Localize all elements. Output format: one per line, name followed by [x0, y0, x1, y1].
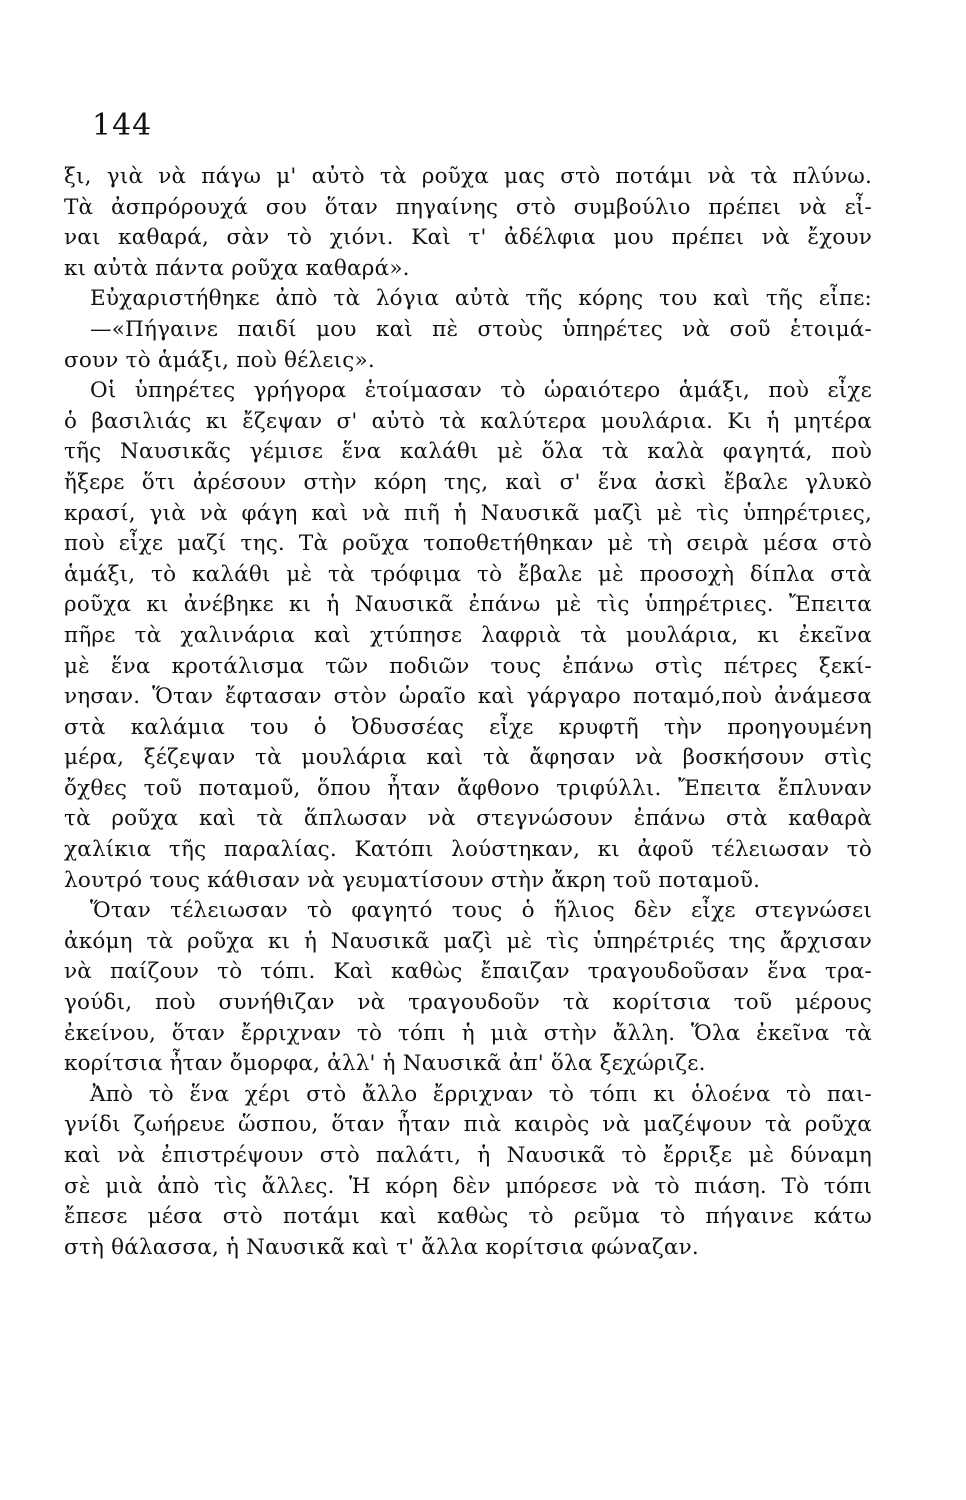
text-line: μὲ ἕνα κροτάλισμα τῶν ποδιῶν τους ἐπάνω στὶς πέτρες ξεκί- [64, 653, 872, 679]
text-line: χαλίκια τῆς παραλίας. Κατόπι λούστηκαν, κι ἀφοῦ τέλειωσαν τὸ [64, 837, 872, 863]
text-line: νησαν. Ὅταν ἔφτασαν στὸν ὡραῖο καὶ γάργαρο ποταμό,ποὺ ἀνάμεσα [64, 684, 872, 710]
text-line: τῆς Ναυσικᾶς γέμισε ἕνα καλάθι μὲ ὅλα τὰ καλὰ φαγητά, ποὺ [64, 439, 872, 465]
text-line: —«Πήγαινε παιδί μου καὶ πὲ στοὺς ὑπηρέτες νὰ σοῦ ἑτοιμά- [90, 316, 872, 342]
text-line: ἤξερε ὅτι ἀρέσουν στὴν κόρη της, καὶ σ' ἕνα ἀσκὶ ἔβαλε γλυκὸ [64, 469, 872, 495]
text-line: κι αὐτὰ πάντα ροῦχα καθαρά». [64, 255, 410, 281]
text-line: καὶ νὰ ἐπιστρέψουν στὸ παλάτι, ἡ Ναυσικᾶ τὸ ἔρριξε μὲ δύναμη [64, 1143, 872, 1168]
text-line: Τὰ ἀσπρόρουχά σου ὅταν πηγαίνης στὸ συμβούλιο πρέπει νὰ εἶ- [64, 194, 872, 220]
text-line: ἔπεσε μέσα στὸ ποτάμι καὶ καθὼς τὸ ρεῦμα τὸ πήγαινε κάτω [64, 1204, 872, 1230]
text-line: ποὺ εἶχε μαζί της. Τὰ ροῦχα τοποθετήθηκαν μὲ τὴ σειρὰ μέσα στὸ [64, 531, 872, 557]
text-line: κορίτσια ἦταν ὄμορφα, ἀλλ' ἡ Ναυσικᾶ ἀπ' ὅλα ξεχώριζε. [64, 1051, 706, 1077]
text-line: ὄχθες τοῦ ποταμοῦ, ὅπου ἦταν ἄφθονο τριφύλλι. Ἔπειτα ἔπλυναν [64, 775, 872, 801]
text-line: ἀκόμη τὰ ροῦχα κι ἡ Ναυσικᾶ μαζὶ μὲ τὶς ὑπηρέτριές της ἄρχισαν [64, 928, 872, 954]
text-line: στὰ καλάμια του ὁ Ὀδυσσέας εἶχε κρυφτῆ τὴν προηγουμένη [64, 714, 872, 740]
body-text [64, 162, 872, 1263]
text-line: ἐκείνου, ὅταν ἔρριχναν τὸ τόπι ἡ μιὰ στὴν ἄλλη. Ὅλα ἐκεῖνα τὰ [64, 1020, 872, 1046]
text-line: στὴ θάλασσα, ἡ Ναυσικᾶ καὶ τ' ἄλλα κορίτσια φώναζαν. [64, 1234, 699, 1260]
text-line: Ὅταν τέλειωσαν τὸ φαγητό τους ὁ ἥλιος δὲν εἶχε στεγνώσει [90, 898, 872, 924]
text-line: κρασί, γιὰ νὰ φάγη καὶ νὰ πιῆ ἡ Ναυσικᾶ μαζὶ μὲ τὶς ὑπηρέτριες, [64, 500, 872, 526]
text-line: ναι καθαρά, σὰν τὸ χιόνι. Καὶ τ' ἀδέλφια μου πρέπει νὰ ἔχουν [64, 225, 872, 251]
text-line: τὰ ροῦχα καὶ τὰ ἅπλωσαν νὰ στεγνώσουν ἐπάνω στὰ καθαρὰ [64, 806, 872, 832]
text-line: σουν τὸ ἁμάξι, ποὺ θέλεις». [64, 347, 375, 373]
text-line: Οἱ ὑπηρέτες γρήγορα ἑτοίμασαν τὸ ὡραιότερο ἁμάξι, ποὺ εἶχε [90, 378, 872, 404]
text-line: γνίδι ζωήρευε ὥσπου, ὅταν ἦταν πιὰ καιρὸς νὰ μαζέψουν τὰ ροῦχα [64, 1112, 872, 1138]
text-line: σὲ μιὰ ἀπὸ τὶς ἄλλες. Ἡ κόρη δὲν μπόρεσε νὰ τὸ πιάση. Τὸ τόπι [64, 1173, 872, 1199]
text-line: ξι, γιὰ νὰ πάγω μ' αὐτὸ τὰ ροῦχα μας στὸ ποτάμι νὰ τὰ πλύνω. [64, 164, 872, 189]
text-line: πῆρε τὰ χαλινάρια καὶ χτύπησε λαφριὰ τὰ μουλάρια, κι ἐκεῖνα [64, 622, 872, 648]
page-number: 144 [92, 108, 153, 143]
text-line: λουτρό τους κάθισαν νὰ γευματίσουν στὴν ἄκρη τοῦ ποταμοῦ. [64, 867, 761, 893]
text-line: μέρα, ξέζεψαν τὰ μουλάρια καὶ τὰ ἄφησαν νὰ βοσκήσουν στὶς [64, 745, 872, 771]
text-line: γούδι, ποὺ συνήθιζαν νὰ τραγουδοῦν τὰ κορίτσια τοῦ μέρους [64, 990, 872, 1016]
text-line: νὰ παίζουν τὸ τόπι. Καὶ καθὼς ἔπαιζαν τραγουδοῦσαν ἕνα τρα- [64, 959, 872, 985]
text-line: ἁμάξι, τὸ καλάθι μὲ τὰ τρόφιμα τὸ ἔβαλε μὲ προσοχὴ δίπλα στὰ [64, 561, 872, 587]
text-line: ροῦχα κι ἀνέβηκε κι ἡ Ναυσικᾶ ἐπάνω μὲ τὶς ὑπηρέτριες. Ἔπειτα [64, 592, 872, 618]
text-line: Ἀπὸ τὸ ἕνα χέρι στὸ ἄλλο ἔρριχναν τὸ τόπι κι ὁλοένα τὸ παι- [90, 1081, 872, 1107]
text-line: Εὐχαριστήθηκε ἀπὸ τὰ λόγια αὐτὰ τῆς κόρης του καὶ τῆς εἶπε: [90, 286, 872, 312]
text-line: ὁ βασιλιάς κι ἔζεψαν σ' αὐτὸ τὰ καλύτερα μουλάρια. Κι ἡ μητέρα [64, 408, 872, 434]
